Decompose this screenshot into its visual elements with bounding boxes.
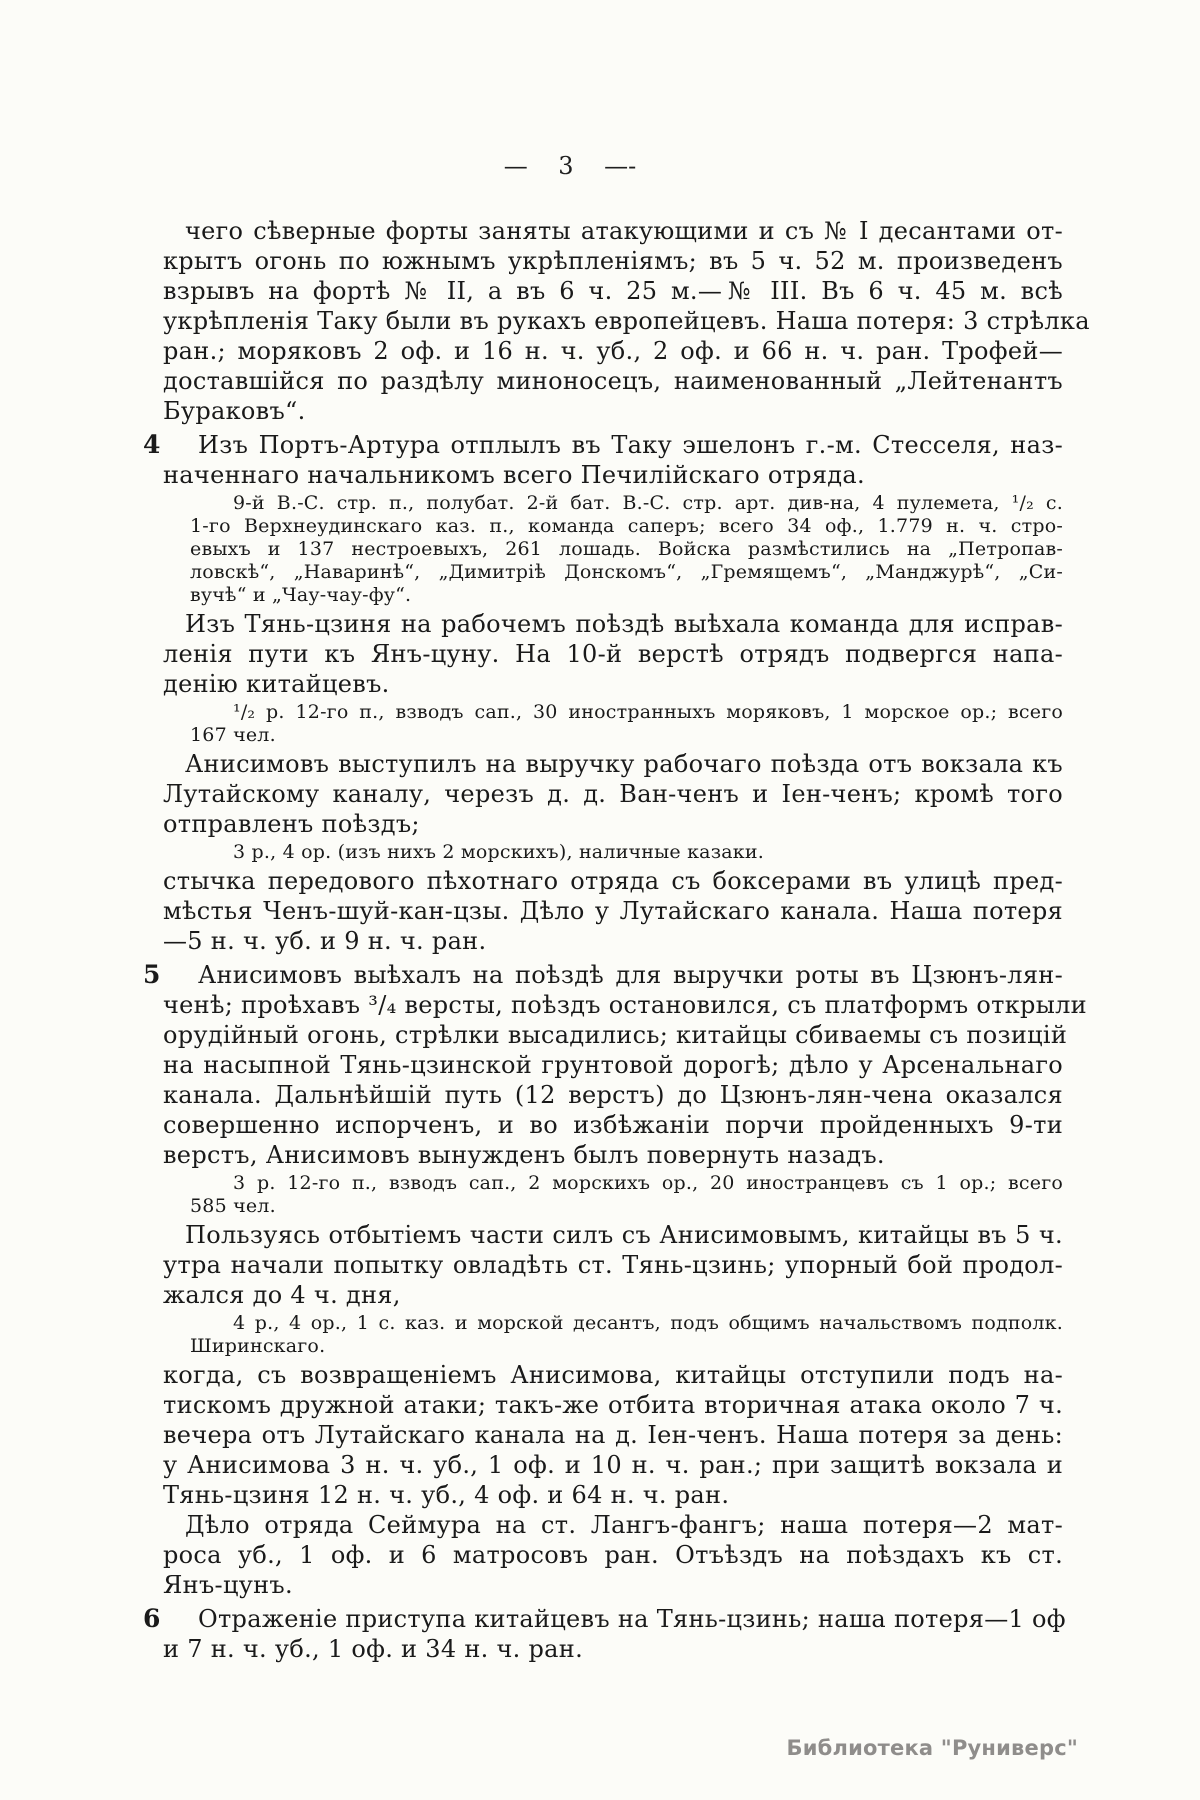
text-line: наченнаго начальникомъ всего Печилійскаго отряда. — [163, 461, 865, 489]
text-line: ловскѣ“, „Наваринѣ“, „Димитріѣ Донскомъ“, „Гремящемъ“, „Манджурѣ“, „Си- — [190, 561, 1063, 583]
text-line: ран.; моряковъ 2 оф. и 16 н. ч. уб., 2 оф. и 66 н. ч. ран. Трофей— — [163, 337, 1063, 365]
text-line: верстъ, Анисимовъ вынужденъ былъ повернуть назадъ. — [163, 1141, 885, 1169]
text-line: доставшійся по раздѣлу миноносецъ, наименованный „Лейтенантъ — [163, 367, 1063, 395]
paragraph — [163, 216, 1090, 426]
text-line: —5 н. ч. уб. и 9 н. ч. ран. — [163, 927, 487, 955]
text-line: вучѣ“ и „Чау-чау-фу“. — [190, 584, 412, 606]
text-line: ченѣ; проѣхавъ ³/₄ версты, поѣздъ остановился, съ платформъ открыли — [163, 991, 1087, 1019]
text-line: Изъ Портъ-Артура отплылъ въ Таку эшелонъ г.-м. Стесселя, наз- — [198, 431, 1063, 459]
text-line: Лутайскому каналу, черезъ д. д. Ван-ченъ и Іен-ченъ; кромѣ того — [163, 780, 1063, 808]
text-line: жался до 4 ч. дня, — [163, 1281, 401, 1309]
text-line: тискомъ дружной атаки; такъ-же отбита вторичная атака около 7 ч. — [163, 1391, 1063, 1419]
text-line: Отраженіе приступа китайцевъ на Тянь-цзинь; наша потеря—1 оф — [198, 1605, 1066, 1633]
text-line: 585 чел. — [190, 1195, 276, 1217]
text-column — [143, 216, 1090, 1664]
text-line: 4 р., 4 ор., 1 с. каз. и морской десантъ, подъ общимъ начальствомъ подполк. — [233, 1312, 1063, 1334]
entry-number: 6 — [143, 1604, 161, 1633]
text-line: взрывъ на фортѣ № II, а въ 6 ч. 25 м.—№ III. Въ 6 ч. 45 м. всѣ — [163, 277, 1063, 305]
text-line: Пользуясь отбытіемъ части силъ съ Анисимовымъ, китайцы въ 5 ч. — [185, 1221, 1063, 1249]
text-line: орудійный огонь, стрѣлки высадились; китайцы сбиваемы съ позицій — [163, 1021, 1068, 1049]
text-line: укрѣпленія Таку были въ рукахъ европейцевъ. Наша потеря: 3 стрѣлка — [163, 307, 1090, 335]
text-line: отправленъ поѣздъ; — [163, 810, 420, 838]
text-line: чего сѣверные форты заняты атакующими и съ № I десантами от- — [185, 217, 1063, 245]
entry-number: 5 — [143, 960, 161, 989]
paragraph — [163, 1220, 1063, 1310]
detail-note-block — [190, 841, 1063, 864]
text-line: мѣстья Ченъ-шуй-кан-цзы. Дѣло у Лутайскаго канала. Наша потеря — [163, 897, 1063, 925]
text-line: 3 р. 12-го п., взводъ сап., 2 морскихъ ор., 20 иностранцевъ съ 1 ор.; всего — [233, 1172, 1063, 1194]
text-line: Анисимовъ выступилъ на выручку рабочаго поѣзда отъ вокзала къ — [185, 750, 1063, 778]
text-line: когда, съ возвращеніемъ Анисимова, китайцы отступили подъ на- — [163, 1361, 1063, 1389]
text-line: крытъ огонь по южнымъ укрѣпленіямъ; въ 5 ч. 52 м. произведенъ — [163, 247, 1063, 275]
page-number: — 3 —- — [503, 152, 637, 180]
detail-note-block — [190, 701, 1063, 747]
text-line: Ширинскаго. — [190, 1335, 326, 1357]
text-line: на насыпной Тянь-цзинской грунтовой дорогѣ; дѣло у Арсенальнаго — [163, 1051, 1063, 1079]
text-line: Тянь-цзиня 12 н. ч. уб., 4 оф. и 64 н. ч. ран. — [163, 1481, 730, 1509]
text-line: канала. Дальнѣйшій путь (12 верстъ) до Цзюнъ-лян-чена оказался — [163, 1081, 1063, 1109]
numbered-entry — [143, 960, 1087, 1170]
text-line: евыхъ и 137 нестроевыхъ, 261 лошадь. Войска размѣстились на „Петропав- — [190, 538, 1063, 560]
text-line: у Анисимова 3 н. ч. уб., 1 оф. и 10 н. ч. ран.; при защитѣ вокзала и — [163, 1451, 1063, 1479]
paragraph — [163, 1360, 1063, 1510]
detail-note-block — [190, 1172, 1063, 1218]
library-watermark: Библиотека "Руниверс" — [786, 1736, 1078, 1760]
text-line: ленія пути къ Янъ-цуну. На 10-й верстѣ отрядъ подвергся напа- — [163, 640, 1063, 668]
text-line: Дѣло отряда Сеймура на ст. Лангъ-фангъ; наша потеря—2 мат- — [185, 1511, 1063, 1539]
text-line: роса уб., 1 оф. и 6 матросовъ ран. Отъѣздъ на поѣздахъ къ ст. — [163, 1541, 1063, 1569]
paragraph — [163, 1510, 1063, 1600]
text-line: стычка передового пѣхотнаго отряда съ боксерами въ улицѣ пред- — [163, 867, 1063, 895]
text-line: Янъ-цунъ. — [163, 1571, 293, 1599]
text-line: утра начали попытку овладѣть ст. Тянь-цзинь; упорный бой продол- — [163, 1251, 1063, 1279]
detail-note-block — [190, 1312, 1063, 1358]
numbered-entry — [143, 430, 1063, 490]
text-line: вечера отъ Лутайскаго канала на д. Іен-ченъ. Наша потеря за день: — [163, 1421, 1063, 1449]
paragraph — [163, 749, 1063, 839]
text-line: Изъ Тянь-цзиня на рабочемъ поѣздѣ выѣхала команда для исправ- — [185, 610, 1063, 638]
paragraph — [163, 609, 1063, 699]
text-line: 1-го Верхнеудинскаго каз. п., команда саперъ; всего 34 оф., 1.779 н. ч. стро- — [190, 515, 1063, 537]
entry-number: 4 — [143, 430, 161, 459]
detail-note-block — [190, 492, 1063, 607]
numbered-entry — [143, 1604, 1066, 1664]
text-line: ¹/₂ р. 12-го п., взводъ сап., 30 иностранныхъ моряковъ, 1 морское ор.; всего — [233, 701, 1063, 723]
text-line: 167 чел. — [190, 724, 276, 746]
text-line: и 7 н. ч. уб., 1 оф. и 34 н. ч. ран. — [163, 1635, 584, 1663]
text-line: 9-й В.-С. стр. п., полубат. 2-й бат. В.-С. стр. арт. див-на, 4 пулемета, ¹/₂ с. — [233, 492, 1063, 514]
text-line: денію китайцевъ. — [163, 670, 390, 698]
text-line: Анисимовъ выѣхалъ на поѣздѣ для выручки роты въ Цзюнъ-лян- — [198, 961, 1063, 989]
text-line: Бураковъ“. — [163, 397, 306, 425]
text-line: 3 р., 4 ор. (изъ нихъ 2 морскихъ), наличные казаки. — [233, 841, 764, 863]
text-line: совершенно испорченъ, и во избѣжаніи порчи пройденныхъ 9-ти — [163, 1111, 1063, 1139]
paragraph — [163, 866, 1063, 956]
